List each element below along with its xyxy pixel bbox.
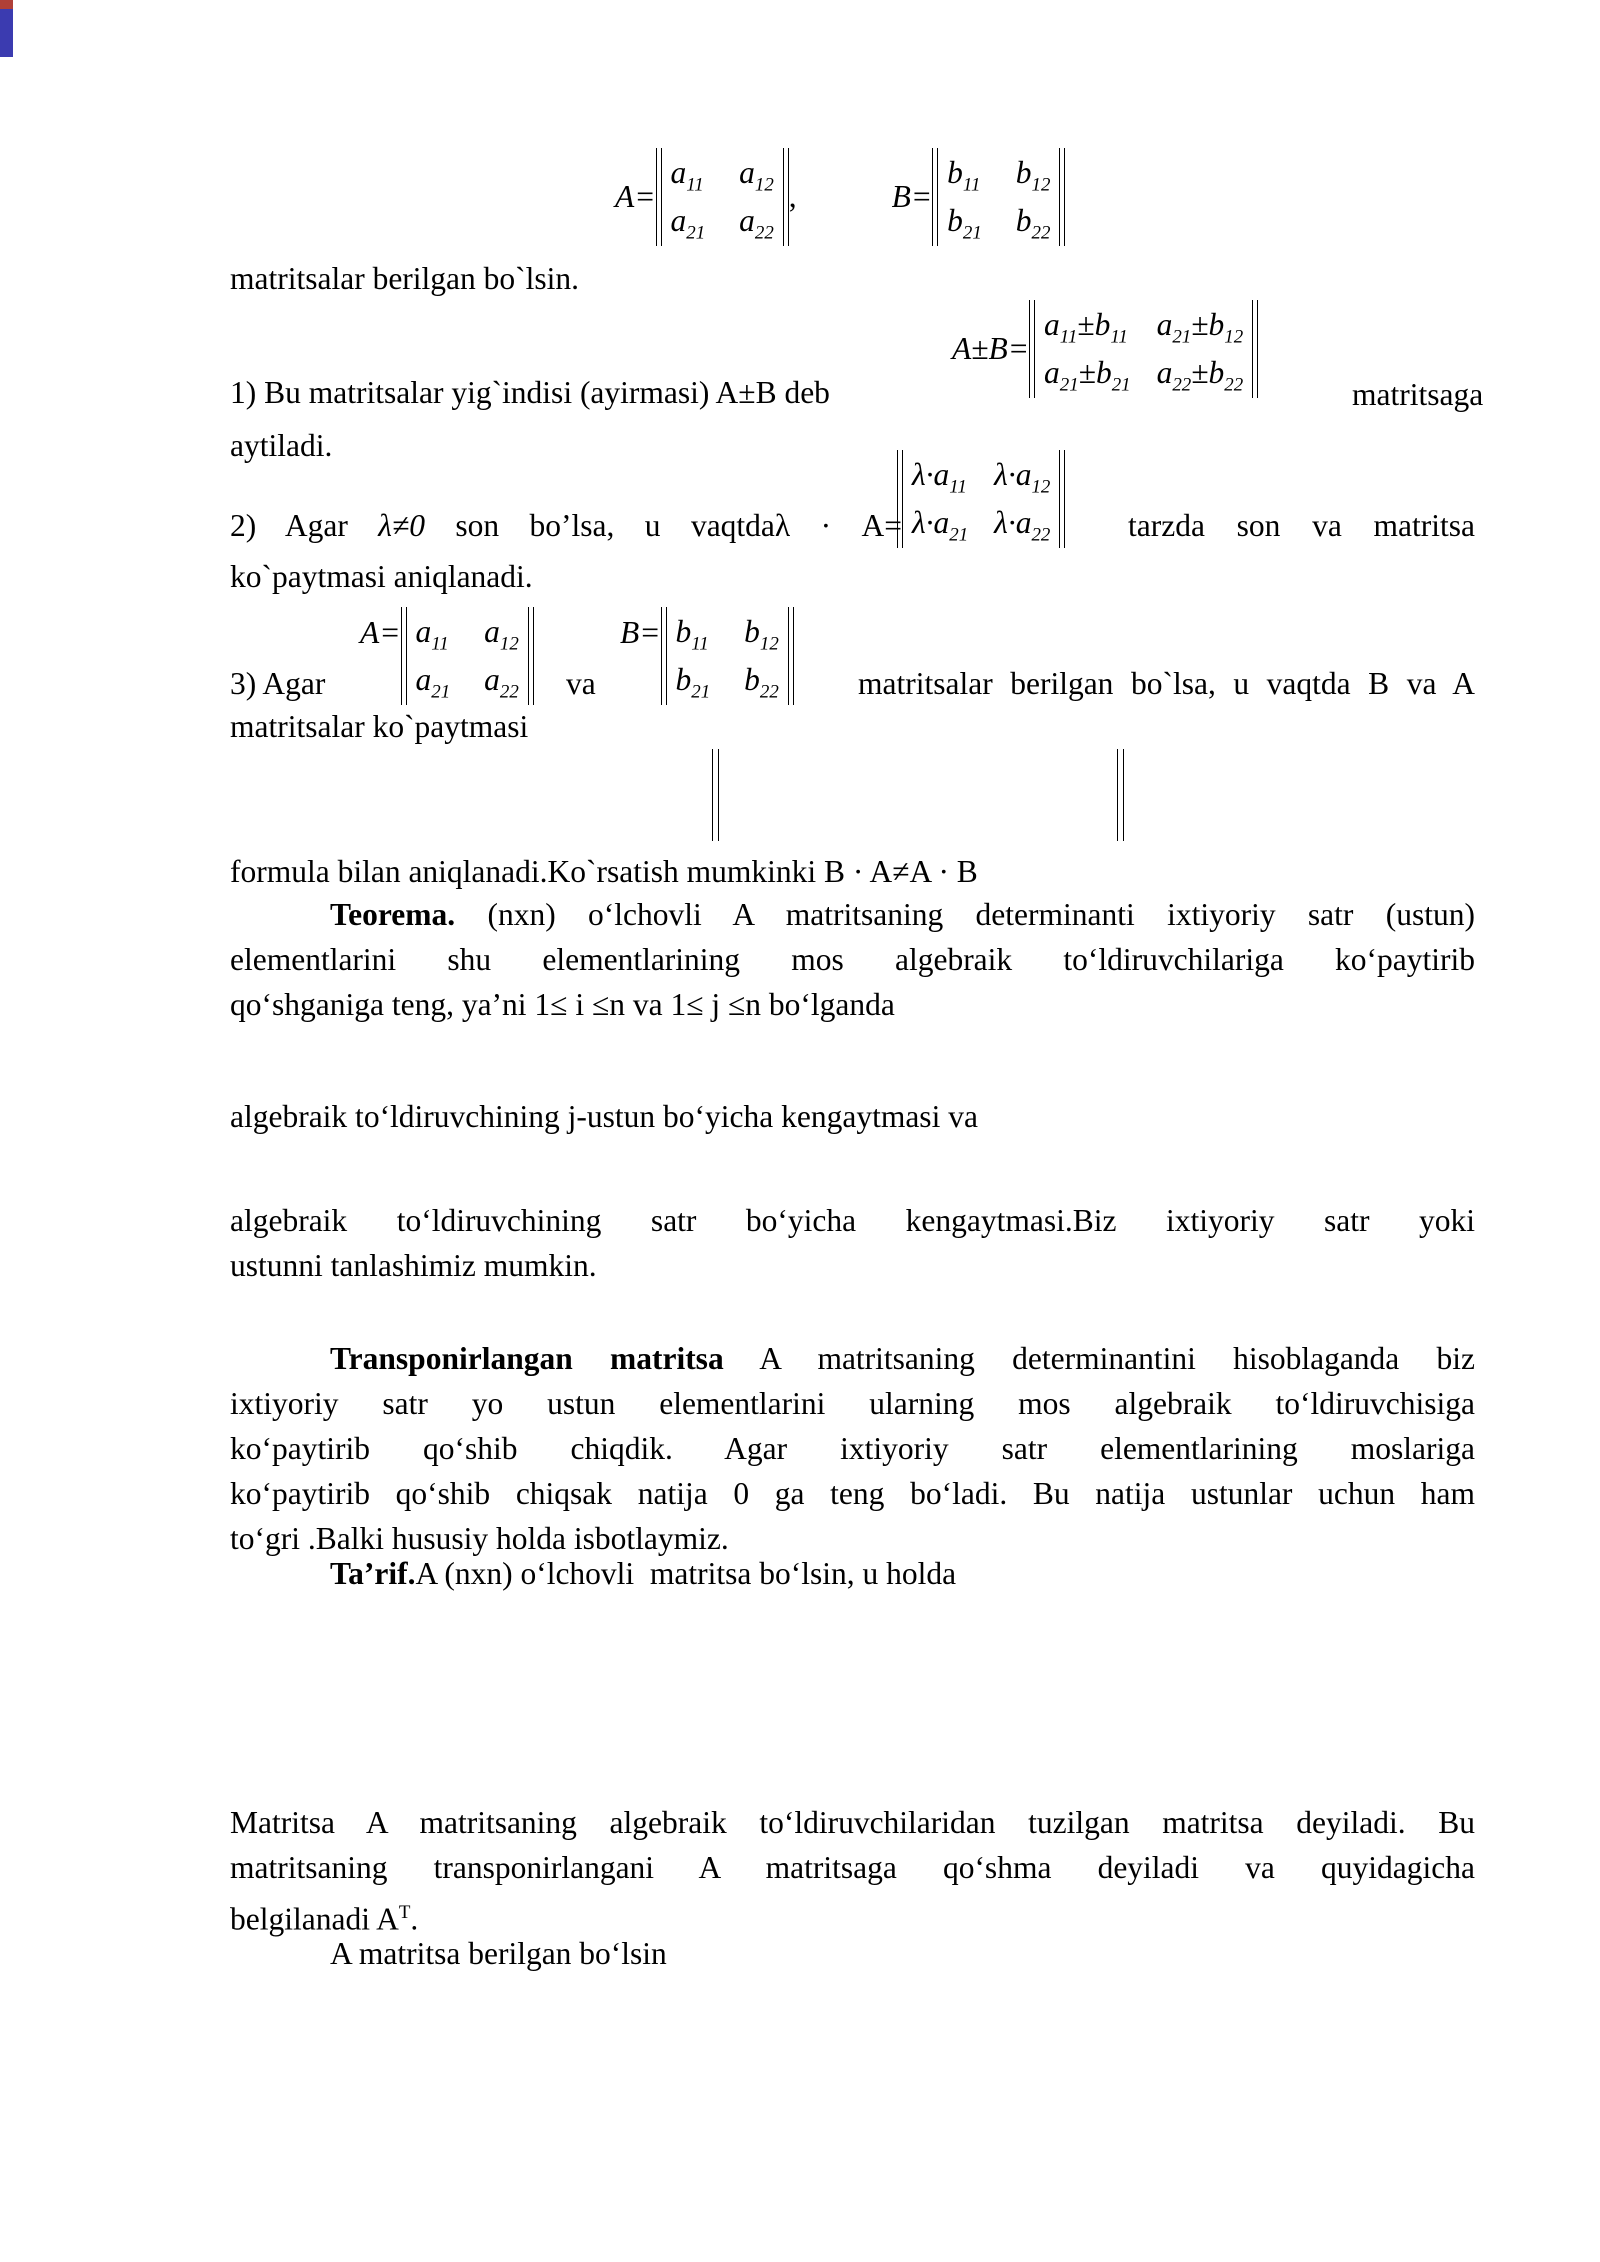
matrix-cell: $b_{11}$ <box>675 614 709 655</box>
matrix-delimiter <box>1252 300 1258 398</box>
empty-formula-delimiter-right <box>1117 749 1124 841</box>
comma: , <box>788 179 797 214</box>
matrix-sum <box>1029 300 1258 398</box>
transponirlangan-lead: Transponirlangan matritsa <box>330 1341 724 1376</box>
matrix-B <box>932 148 1065 246</box>
formula-label-A: A= <box>615 179 656 214</box>
scan-artifact-red <box>0 0 13 9</box>
formula-label-B: B= <box>620 615 661 650</box>
paragraph-line: ustunni tanlashimiz mumkin. <box>230 1248 597 1283</box>
text-A-matritsa-berilgan: A matritsa berilgan bo‘lsin <box>330 1936 667 1971</box>
paragraph-line: to‘gri .Balki hususiy holda isbotlaymiz. <box>230 1521 729 1556</box>
matrix-cell: $a_{21}\pm b_{12}$ <box>1156 307 1244 348</box>
matrix-cell: $b_{21}$ <box>947 203 982 244</box>
matrix-lambda <box>897 450 1065 548</box>
text-item2-tail: tarzda son va matritsa <box>1128 508 1475 543</box>
text-matritsaga: matritsaga <box>1352 377 1484 412</box>
matrix-cell: $a_{21}\pm b_{21}$ <box>1044 355 1131 396</box>
matrix-delimiter <box>1059 450 1065 548</box>
paragraph-line: Matritsa A matritsaning algebraik to‘ldiruvchilaridan tuzilgan matritsa deyiladi. Bu <box>230 1805 1475 1840</box>
matrix-cell: $b_{22}$ <box>744 662 779 703</box>
text-matritsalar-berilgan: matritsalar berilgan bo`lsin. <box>230 261 580 296</box>
paragraph-line: elementlarini shu elementlarining mos algebraik to‘ldiruvchilariga ko‘paytirib <box>230 942 1475 977</box>
matrix-cell: $a_{22}$ <box>484 662 519 703</box>
matrix-cell: $a_{11}$ <box>670 155 704 196</box>
matrix-cell: $a_{21}$ <box>670 203 706 244</box>
paragraph-line: ko‘paytirib qo‘shib chiqdik. Agar ixtiyoriy satr elementlarining moslariga <box>230 1431 1475 1466</box>
text-formula-bilan: formula bilan aniqlanadi.Ko`rsatish mumkinki B · A≠A · B <box>230 854 978 889</box>
paragraph-line: algebraik to‘ldiruvchining satr bo‘yicha kengaytmasi.Biz ixtiyoriy satr yoki <box>230 1203 1475 1238</box>
matrix-cell: $a_{12}$ <box>484 614 519 655</box>
text-item3-va: va <box>566 666 596 701</box>
matrix-A <box>656 148 789 246</box>
paragraph-line: ko‘paytirib qo‘shib chiqsak natija 0 ga teng bo‘ladi. Bu natija ustunlar uchun ham <box>230 1476 1475 1511</box>
text-item3-line2: matritsalar ko`paytmasi <box>230 709 529 744</box>
paragraph-line: qo‘shganiga teng, ya’ni 1≤ i ≤n va 1≤ j ≤n bo‘lganda <box>230 987 895 1022</box>
matrix-delimiter <box>788 607 794 705</box>
matrix-cell: $b_{21}$ <box>675 662 711 703</box>
paragraph-kengaytmasi-2 <box>230 1198 1475 1288</box>
formula-matrix-definitions <box>615 148 1065 246</box>
teorema-line1: (nxn) o‘lchovli A matritsaning determinanti ixtiyoriy satr (ustun) <box>455 897 1475 932</box>
formula-label-A: A= <box>360 615 401 650</box>
matrix-cell: $\lambda\cdot a_{12}$ <box>994 457 1051 498</box>
text-item1-line2: aytiladi. <box>230 428 333 463</box>
paragraph-line <box>230 1336 1475 1381</box>
scan-artifact-blue <box>0 9 13 57</box>
matrix-cell: $b_{22}$ <box>1015 203 1051 244</box>
paragraph-transponirlangan <box>230 1336 1475 1561</box>
matrix-delimiter <box>528 607 534 705</box>
belgilanadi-post: . <box>410 1901 419 1937</box>
matrix-cell: $b_{11}$ <box>947 155 981 196</box>
matrix-cell: $a_{22}$ <box>739 203 774 244</box>
teorema-lead: Teorema. <box>330 897 456 932</box>
text-item2-post: son bo’lsa, u vaqtdaλ · A= <box>424 508 902 543</box>
paragraph-line: matritsaning transponirlangani A matritsaga qo‘shma deyiladi va quyidagicha <box>230 1850 1475 1885</box>
text-item3-agar: 3) Agar <box>230 666 326 701</box>
matrix-cell: $\lambda\cdot a_{11}$ <box>912 457 967 498</box>
tarif-rest: A (nxn) o‘lchovli matritsa bo‘lsin, u holda <box>415 1556 957 1591</box>
transponirlangan-line1: A matritsaning determinantini hisoblaganda biz <box>723 1341 1476 1376</box>
text-item2-pre: 2) Agar <box>230 508 379 543</box>
matrix-cell: $a_{12}$ <box>739 155 774 196</box>
matrix-cell: $b_{12}$ <box>1015 155 1051 196</box>
paragraph-teorema <box>230 892 1475 1027</box>
text-kengaytmasi-1: algebraik to‘ldiruvchining j-ustun bo‘yicha kengaytmasi va <box>230 1099 978 1134</box>
belgilanadi-pre: belgilanadi A <box>230 1901 399 1937</box>
transpose-superscript: T <box>398 1902 411 1923</box>
matrix-cell: $a_{11}$ <box>415 614 449 655</box>
paragraph-line: ixtiyoriy satr yo ustun elementlarini ularning mos algebraik to‘ldiruvchisiga <box>230 1386 1475 1421</box>
matrix-cell: $\lambda\cdot a_{21}$ <box>912 505 969 546</box>
formula-matrix-B2 <box>620 607 794 705</box>
paragraph-tarif <box>230 1551 956 1596</box>
matrix-A <box>401 607 534 705</box>
matrix-cell: $a_{22}\pm b_{22}$ <box>1156 355 1244 396</box>
formula-lambda-matrix <box>897 450 1065 548</box>
matrix-cell: $a_{11}\pm b_{11}$ <box>1044 307 1128 348</box>
paragraph-matritsa-A <box>230 1800 1475 1942</box>
text-item2-line2: ko`paytmasi aniqlanadi. <box>230 559 533 594</box>
matrix-cell: $a_{21}$ <box>415 662 451 703</box>
formula-label-B: B= <box>891 179 933 214</box>
formula-label-sum: A±B= <box>952 331 1030 366</box>
text-item3-tail: matritsalar berilgan bo`lsa, u vaqtda B va A <box>858 666 1475 701</box>
matrix-delimiter <box>1059 148 1065 246</box>
matrix-B <box>661 607 794 705</box>
tarif-lead: Ta’rif. <box>330 1556 416 1591</box>
matrix-cell: $\lambda\cdot a_{22}$ <box>994 505 1051 546</box>
formula-lambda-nonzero: λ≠0 <box>378 508 425 543</box>
text-item1-line1: 1) Bu matritsalar yig`indisi (ayirmasi) A±B deb <box>230 375 830 410</box>
text-item2-line1 <box>230 503 902 548</box>
empty-formula-delimiter-left <box>712 749 719 841</box>
paragraph-line <box>230 892 1475 937</box>
matrix-cell: $b_{12}$ <box>744 614 779 655</box>
formula-sum <box>952 300 1258 398</box>
formula-matrix-A2 <box>360 607 534 705</box>
